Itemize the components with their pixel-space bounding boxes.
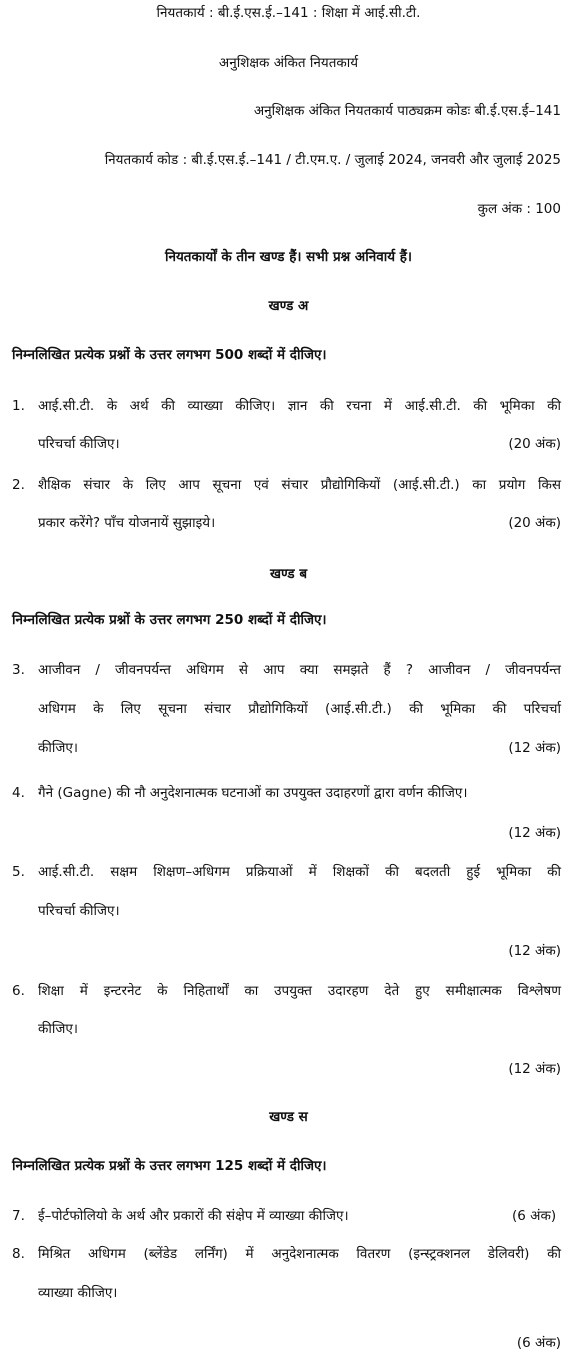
general-instructions: नियतकार्यों के तीन खण्ड हैं। सभी प्रश्न अनिवार्य हैं। bbox=[164, 249, 413, 265]
q5-text-line2: परिचर्चा कीजिए। bbox=[38, 903, 120, 919]
q7-number: 7. bbox=[12, 1208, 25, 1224]
q4-marks: (12 अंक) bbox=[508, 825, 561, 841]
q2-marks: (20 अंक) bbox=[508, 515, 561, 531]
q1-marks: (20 अंक) bbox=[508, 436, 561, 452]
q7-marks: (6 अंक) bbox=[512, 1208, 557, 1224]
total-marks: कुल अंक : 100 bbox=[477, 201, 561, 217]
q2-text-line1: शैक्षिक संचार के लिए आप सूचना एवं संचार प्रौद्योगिकियों (आई.सी.टी.) का प्रयोग किस bbox=[38, 477, 561, 493]
q5-number: 5. bbox=[12, 864, 25, 880]
q3-marks: (12 अंक) bbox=[508, 740, 561, 756]
q6-number: 6. bbox=[12, 983, 25, 999]
q5-marks: (12 अंक) bbox=[508, 943, 561, 959]
q8-marks: (6 अंक) bbox=[516, 1335, 561, 1351]
section-a-instruction: निम्नलिखित प्रत्येक प्रश्नों के उत्तर लगभग 500 शब्दों में दीजिए। bbox=[12, 347, 327, 363]
q3-text-line1: आजीवन / जीवनपर्यन्त अधिगम से आप क्या समझते हैं ? आजीवन / जीवनपर्यन्त bbox=[38, 662, 561, 678]
q2-number: 2. bbox=[12, 477, 25, 493]
assignment-title: नियतकार्य : बी.ई.एस.ई.–141 : शिक्षा में आई.सी.टी. bbox=[156, 5, 421, 21]
q3-text-line3: कीजिए। bbox=[38, 740, 78, 756]
assignment-subtitle: अनुशिक्षक अंकित नियतकार्य bbox=[218, 55, 359, 71]
assignment-code: नियतकार्य कोड : बी.ई.एस.ई.–141 / टी.एम.ए. / जुलाई 2024, जनवरी और जुलाई 2025 bbox=[104, 152, 561, 168]
q4-text-line1: गैने (Gagne) की नौ अनुदेशनात्मक घटनाओं का उपयुक्त उदाहरणों द्वारा वर्णन कीजिए। bbox=[38, 785, 468, 801]
q3-text-line2: अधिगम के लिए सूचना संचार प्रौद्योगिकियों (आई.सी.टी.) की भूमिका की परिचर्चा bbox=[38, 701, 561, 717]
section-c-instruction: निम्नलिखित प्रत्येक प्रश्नों के उत्तर लगभग 125 शब्दों में दीजिए। bbox=[12, 1158, 327, 1174]
section-b-instruction: निम्नलिखित प्रत्येक प्रश्नों के उत्तर लगभग 250 शब्दों में दीजिए। bbox=[12, 612, 327, 628]
q1-text-line2: परिचर्चा कीजिए। bbox=[38, 436, 120, 452]
q6-text-line2: कीजिए। bbox=[38, 1021, 78, 1037]
q1-number: 1. bbox=[12, 398, 25, 414]
section-b-title: खण्ड ब bbox=[269, 566, 308, 582]
q8-text-line1: मिश्रित अधिगम (ब्लेंडेड लर्निंग) में अनुदेशनात्मक वितरण (इन्स्ट्रक्शनल डेलिवरी) की bbox=[38, 1246, 561, 1262]
q7-text-line1: ई–पोर्टफोलियो के अर्थ और प्रकारों की संक्षेप में व्याख्या कीजिए। bbox=[38, 1208, 349, 1224]
q1-text-line1: आई.सी.टी. के अर्थ की व्याख्या कीजिए। ज्ञान की रचना में आई.सी.टी. की भूमिका की bbox=[38, 398, 561, 414]
q2-text-line2: प्रकार करेंगे? पाँच योजनायें सुझाइये। bbox=[38, 515, 216, 531]
course-code: अनुशिक्षक अंकित नियतकार्य पाठ्यक्रम कोडः बी.ई.एस.ई–141 bbox=[253, 103, 561, 119]
q8-number: 8. bbox=[12, 1246, 25, 1262]
q6-text-line1: शिक्षा में इन्टरनेट के निहितार्थों का उपयुक्त उदारहण देते हुए समीक्षात्मक विश्लेषण bbox=[38, 983, 561, 999]
q6-marks: (12 अंक) bbox=[508, 1061, 561, 1077]
q4-number: 4. bbox=[12, 785, 25, 801]
q3-number: 3. bbox=[12, 662, 25, 678]
section-a-title: खण्ड अ bbox=[268, 298, 309, 314]
q8-text-line2: व्याख्या कीजिए। bbox=[38, 1285, 118, 1301]
section-c-title: खण्ड स bbox=[269, 1109, 308, 1125]
q5-text-line1: आई.सी.टी. सक्षम शिक्षण–अधिगम प्रक्रियाओं में शिक्षकों की बदलती हुई भूमिका की bbox=[38, 864, 561, 880]
